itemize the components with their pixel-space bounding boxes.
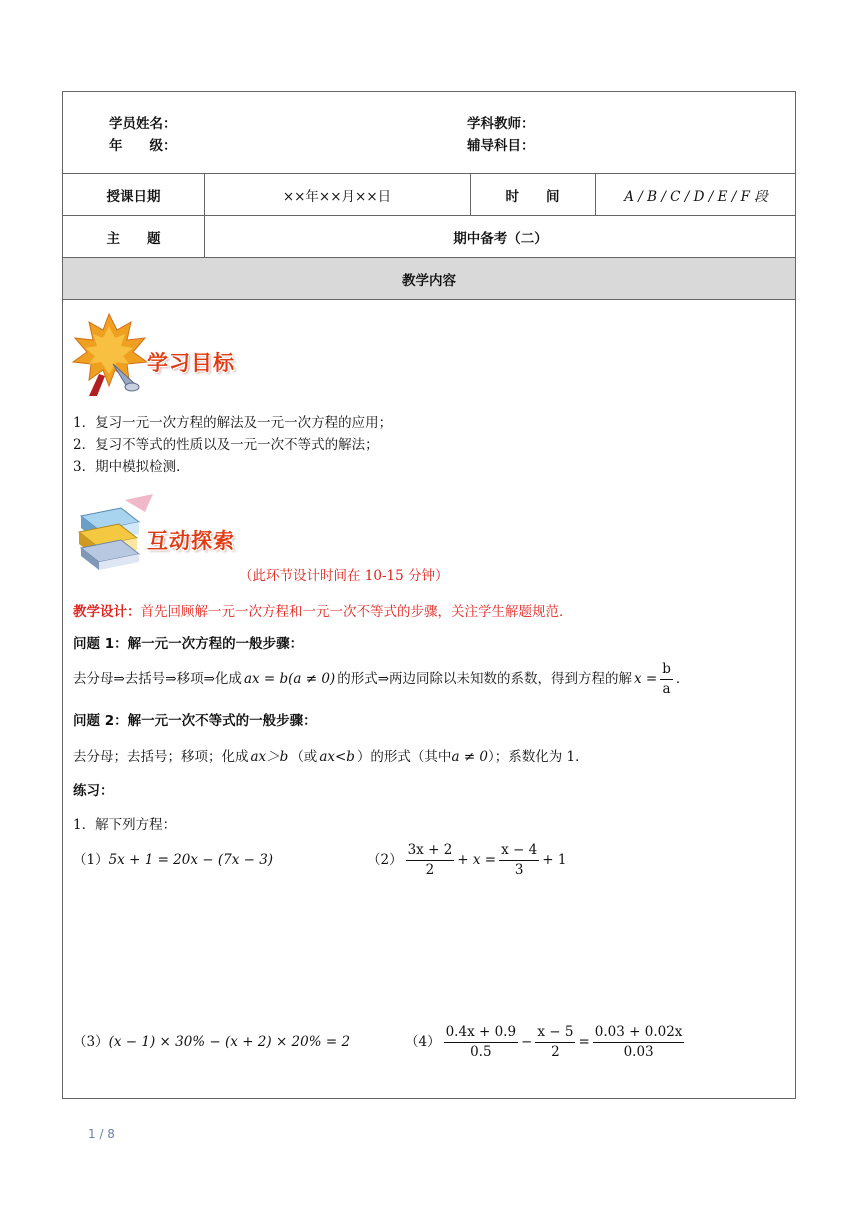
eq4-f2-den: 2	[551, 1044, 560, 1060]
q1-end: ．	[675, 671, 690, 687]
content-header-row	[63, 258, 795, 300]
teaching-design-text: 首先回顾解一元一次方程和一元一次不等式的步骤，关注学生解题规范．	[140, 604, 573, 620]
equation-1	[73, 850, 273, 870]
eq4-f3-num: 0.03 + 0.02x	[593, 1023, 685, 1043]
eq4-f3-den: 0.03	[623, 1044, 654, 1060]
q2-formula-a: ax＞b	[250, 749, 289, 765]
eq4-operator: −	[521, 1034, 533, 1050]
q2-text-c: ）的形式（其中	[356, 749, 452, 765]
q2-formula-b: ax<b	[319, 749, 355, 765]
q1-text-a: 去分母⇒去括号⇒移项⇒化成	[73, 671, 242, 687]
student-name-label: 学员姓名：	[109, 116, 177, 132]
subject-label: 辅导科目：	[467, 138, 535, 154]
equation-4	[405, 1016, 687, 1068]
interactive-exploration-title: 互动探索	[147, 529, 235, 553]
q2-text-a: 去分母；去括号；移项；化成	[73, 749, 249, 765]
page-number: 1 / 8	[88, 1127, 115, 1141]
topic-row	[63, 216, 795, 258]
eq2-f1-num: 3x + 2	[406, 841, 455, 861]
q2-text-b: （或	[290, 749, 318, 765]
eq3-expression: (x − 1) × 30% − (x + 2) × 20% = 2	[108, 1034, 351, 1050]
eq4-fraction-2	[535, 1023, 575, 1062]
eq2-f2-num: x − 4	[499, 841, 539, 861]
eq2-fraction-1	[406, 841, 455, 880]
eq2-end: + 1	[542, 852, 567, 868]
teacher-label: 学科教师：	[467, 116, 535, 132]
eq4-fraction-1	[444, 1023, 518, 1062]
content-header: 教学内容	[402, 272, 456, 289]
lesson-sheet	[62, 91, 796, 1099]
q2-text-d: ）；系数化为 1．	[487, 749, 589, 765]
goal-item-1: 1．复习一元一次方程的解法及一元一次方程的应用；	[73, 415, 393, 431]
q1-text-b: 的形式⇒两边同除以未知数的系数，得到方程的解	[337, 671, 633, 687]
q1-frac-den: a	[662, 681, 671, 697]
goal-item-3: 3．期中模拟检测．	[73, 459, 190, 475]
equation-2	[367, 834, 566, 886]
eq2-f1-den: 2	[425, 862, 435, 878]
teaching-design	[73, 602, 573, 622]
eq1-label: （1）	[73, 852, 109, 868]
eq4-fraction-3	[593, 1023, 685, 1062]
eq4-f1-num: 0.4x + 0.9	[444, 1023, 518, 1043]
date-time-row	[63, 174, 795, 216]
goal-item-2: 2．复习不等式的性质以及一元一次不等式的解法；	[73, 437, 379, 453]
q1-solution: x =	[634, 671, 658, 687]
maple-leaf-bell-icon	[69, 310, 151, 402]
practice-label: 练习：	[73, 783, 114, 799]
practice-item-1: 1．解下列方程：	[73, 817, 177, 833]
date-value: ××年××月××日	[282, 188, 392, 205]
student-info-row	[63, 92, 795, 174]
eq2-label: （2）	[367, 852, 403, 868]
eq2-middle: + x =	[457, 852, 497, 868]
question-1-title: 问题 1：解一元一次方程的一般步骤：	[73, 636, 304, 652]
eq2-f2-den: 3	[514, 862, 524, 878]
teaching-design-label: 教学设计：	[73, 604, 141, 620]
eq2-fraction-2	[499, 841, 539, 880]
grade-label: 年 级：	[109, 138, 177, 154]
eq3-label: （3）	[73, 1034, 109, 1050]
topic-label: 主 题	[106, 230, 161, 247]
time-label: 时 间	[505, 188, 560, 205]
question-2-text	[73, 747, 589, 767]
question-1-text	[73, 659, 689, 699]
q1-formula: ax = b(a ≠ 0)	[243, 671, 336, 687]
learning-goals-title: 学习目标	[147, 351, 235, 375]
q1-fraction	[660, 660, 673, 699]
topic-value: 期中备考（二）	[453, 230, 548, 247]
q2-formula-c: a ≠ 0	[451, 749, 488, 765]
eq4-f1-den: 0.5	[470, 1044, 492, 1060]
q1-frac-num: b	[660, 660, 673, 680]
date-label: 授课日期	[106, 188, 161, 205]
eq4-f2-num: x − 5	[535, 1023, 575, 1043]
time-value: A / B / C / D / E / F 段	[624, 188, 768, 205]
eq4-equals: =	[578, 1034, 590, 1050]
equation-3	[73, 1032, 350, 1052]
question-2-title: 问题 2：解一元一次不等式的一般步骤：	[73, 713, 317, 729]
eq4-label: （4）	[405, 1034, 441, 1050]
eq1-expression: 5x + 1 = 20x − (7x − 3)	[108, 852, 274, 868]
time-note: （此环节设计时间在 10-15 分钟）	[239, 568, 449, 584]
